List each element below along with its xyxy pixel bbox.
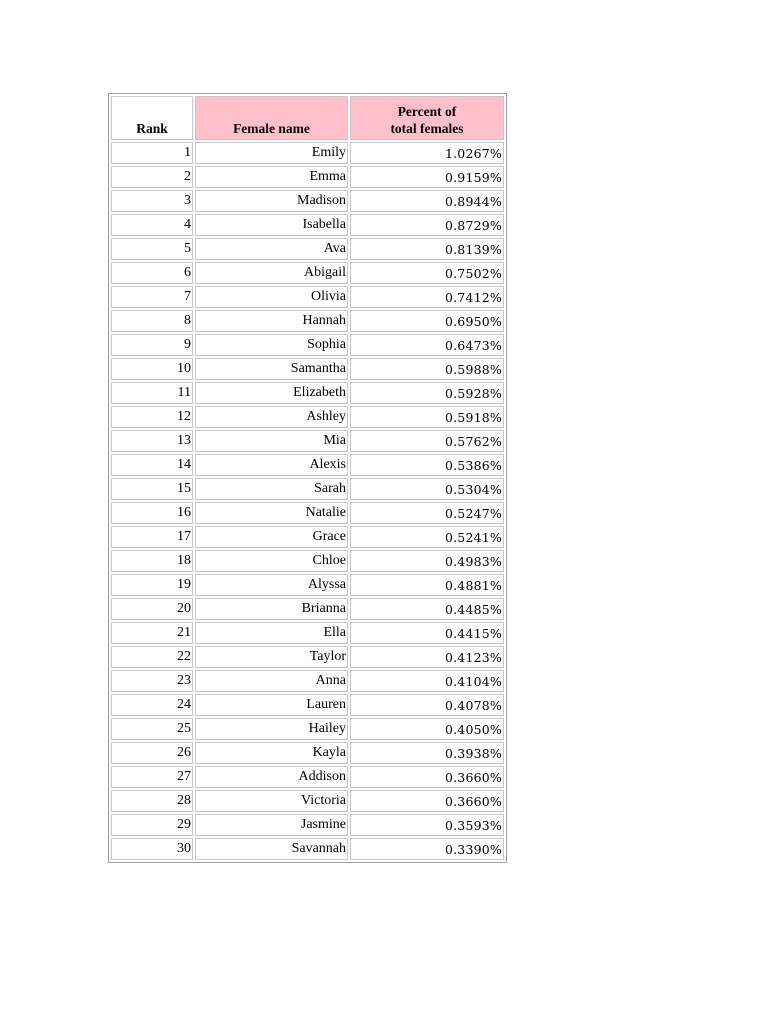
rank-cell: 12: [111, 406, 193, 428]
name-cell: Natalie: [195, 502, 348, 524]
table-row: [111, 310, 504, 332]
rank-cell: 8: [111, 310, 193, 332]
percent-cell: 0.3938%: [350, 742, 504, 764]
percent-cell: 0.5918%: [350, 406, 504, 428]
percent-cell: 0.3660%: [350, 766, 504, 788]
rank-cell: 26: [111, 742, 193, 764]
rank-cell: 5: [111, 238, 193, 260]
table-row: [111, 574, 504, 596]
table-row: [111, 406, 504, 428]
percent-cell: 0.5304%: [350, 478, 504, 500]
percent-cell: 0.9159%: [350, 166, 504, 188]
percent-cell: 0.5928%: [350, 382, 504, 404]
table-row: [111, 694, 504, 716]
table-row: [111, 142, 504, 164]
percent-cell: 0.4050%: [350, 718, 504, 740]
rank-cell: 15: [111, 478, 193, 500]
name-cell: Emily: [195, 142, 348, 164]
percent-cell: 1.0267%: [350, 142, 504, 164]
name-cell: Abigail: [195, 262, 348, 284]
rank-cell: 9: [111, 334, 193, 356]
table-row: [111, 598, 504, 620]
table-row: [111, 718, 504, 740]
rank-cell: 14: [111, 454, 193, 476]
table-row: [111, 838, 504, 860]
table-body: [111, 142, 504, 860]
table-row: [111, 790, 504, 812]
rank-cell: 7: [111, 286, 193, 308]
name-cell: Chloe: [195, 550, 348, 572]
table-row: [111, 502, 504, 524]
rank-cell: 1: [111, 142, 193, 164]
table-row: [111, 766, 504, 788]
percent-cell: 0.6473%: [350, 334, 504, 356]
name-cell: Savannah: [195, 838, 348, 860]
table-row: [111, 214, 504, 236]
name-cell: Jasmine: [195, 814, 348, 836]
name-cell: Isabella: [195, 214, 348, 236]
rank-cell: 19: [111, 574, 193, 596]
percent-cell: 0.4104%: [350, 670, 504, 692]
table-row: [111, 358, 504, 380]
name-cell: Elizabeth: [195, 382, 348, 404]
name-cell: Addison: [195, 766, 348, 788]
rank-cell: 13: [111, 430, 193, 452]
percent-cell: 0.7502%: [350, 262, 504, 284]
rank-cell: 3: [111, 190, 193, 212]
table-row: [111, 814, 504, 836]
rank-cell: 11: [111, 382, 193, 404]
rank-cell: 27: [111, 766, 193, 788]
percent-cell: 0.4485%: [350, 598, 504, 620]
table-row: [111, 190, 504, 212]
percent-cell: 0.4078%: [350, 694, 504, 716]
percent-cell: 0.5247%: [350, 502, 504, 524]
percent-cell: 0.5988%: [350, 358, 504, 380]
name-cell: Grace: [195, 526, 348, 548]
table-row: [111, 286, 504, 308]
header-row: [111, 96, 504, 140]
rank-cell: 4: [111, 214, 193, 236]
table-row: [111, 166, 504, 188]
percent-cell: 0.3593%: [350, 814, 504, 836]
table-row: [111, 430, 504, 452]
percent-cell: 0.6950%: [350, 310, 504, 332]
percent-cell: 0.8944%: [350, 190, 504, 212]
rank-cell: 16: [111, 502, 193, 524]
rank-cell: 10: [111, 358, 193, 380]
female-names-table: [108, 93, 507, 863]
rank-cell: 28: [111, 790, 193, 812]
percent-cell: 0.7412%: [350, 286, 504, 308]
rank-cell: 29: [111, 814, 193, 836]
table-row: [111, 742, 504, 764]
percent-cell: 0.5762%: [350, 430, 504, 452]
name-cell: Samantha: [195, 358, 348, 380]
table-row: [111, 646, 504, 668]
table-row: [111, 262, 504, 284]
table-row: [111, 382, 504, 404]
table-row: [111, 622, 504, 644]
table-row: [111, 334, 504, 356]
rank-column-header: Rank: [111, 96, 193, 140]
rank-cell: 20: [111, 598, 193, 620]
percent-cell: 0.4881%: [350, 574, 504, 596]
percent-cell: 0.5241%: [350, 526, 504, 548]
percent-column-header: [350, 96, 504, 140]
name-cell: Alexis: [195, 454, 348, 476]
rank-cell: 2: [111, 166, 193, 188]
percent-cell: 0.3660%: [350, 790, 504, 812]
rank-cell: 25: [111, 718, 193, 740]
name-cell: Alyssa: [195, 574, 348, 596]
name-cell: Lauren: [195, 694, 348, 716]
name-cell: Ava: [195, 238, 348, 260]
table-row: [111, 238, 504, 260]
rank-cell: 30: [111, 838, 193, 860]
name-cell: Hailey: [195, 718, 348, 740]
name-cell: Sarah: [195, 478, 348, 500]
name-cell: Olivia: [195, 286, 348, 308]
name-cell: Mia: [195, 430, 348, 452]
name-cell: Victoria: [195, 790, 348, 812]
name-cell: Taylor: [195, 646, 348, 668]
percent-header-line2: total females: [390, 121, 464, 136]
percent-cell: 0.4415%: [350, 622, 504, 644]
percent-header-line1: Percent of: [397, 104, 457, 119]
table-row: [111, 550, 504, 572]
name-cell: Madison: [195, 190, 348, 212]
table-header: [111, 96, 504, 140]
percent-cell: 0.8729%: [350, 214, 504, 236]
table-row: [111, 454, 504, 476]
name-cell: Sophia: [195, 334, 348, 356]
rank-cell: 6: [111, 262, 193, 284]
table-row: [111, 478, 504, 500]
rank-cell: 21: [111, 622, 193, 644]
percent-cell: 0.4123%: [350, 646, 504, 668]
percent-cell: 0.4983%: [350, 550, 504, 572]
name-cell: Emma: [195, 166, 348, 188]
name-cell: Hannah: [195, 310, 348, 332]
rank-cell: 24: [111, 694, 193, 716]
rank-cell: 22: [111, 646, 193, 668]
percent-cell: 0.3390%: [350, 838, 504, 860]
name-cell: Kayla: [195, 742, 348, 764]
female-name-column-header: Female name: [195, 96, 348, 140]
table-row: [111, 670, 504, 692]
rank-cell: 18: [111, 550, 193, 572]
name-cell: Brianna: [195, 598, 348, 620]
rank-cell: 23: [111, 670, 193, 692]
name-cell: Ella: [195, 622, 348, 644]
rank-cell: 17: [111, 526, 193, 548]
percent-cell: 0.5386%: [350, 454, 504, 476]
table-row: [111, 526, 504, 548]
name-cell: Anna: [195, 670, 348, 692]
name-cell: Ashley: [195, 406, 348, 428]
percent-cell: 0.8139%: [350, 238, 504, 260]
